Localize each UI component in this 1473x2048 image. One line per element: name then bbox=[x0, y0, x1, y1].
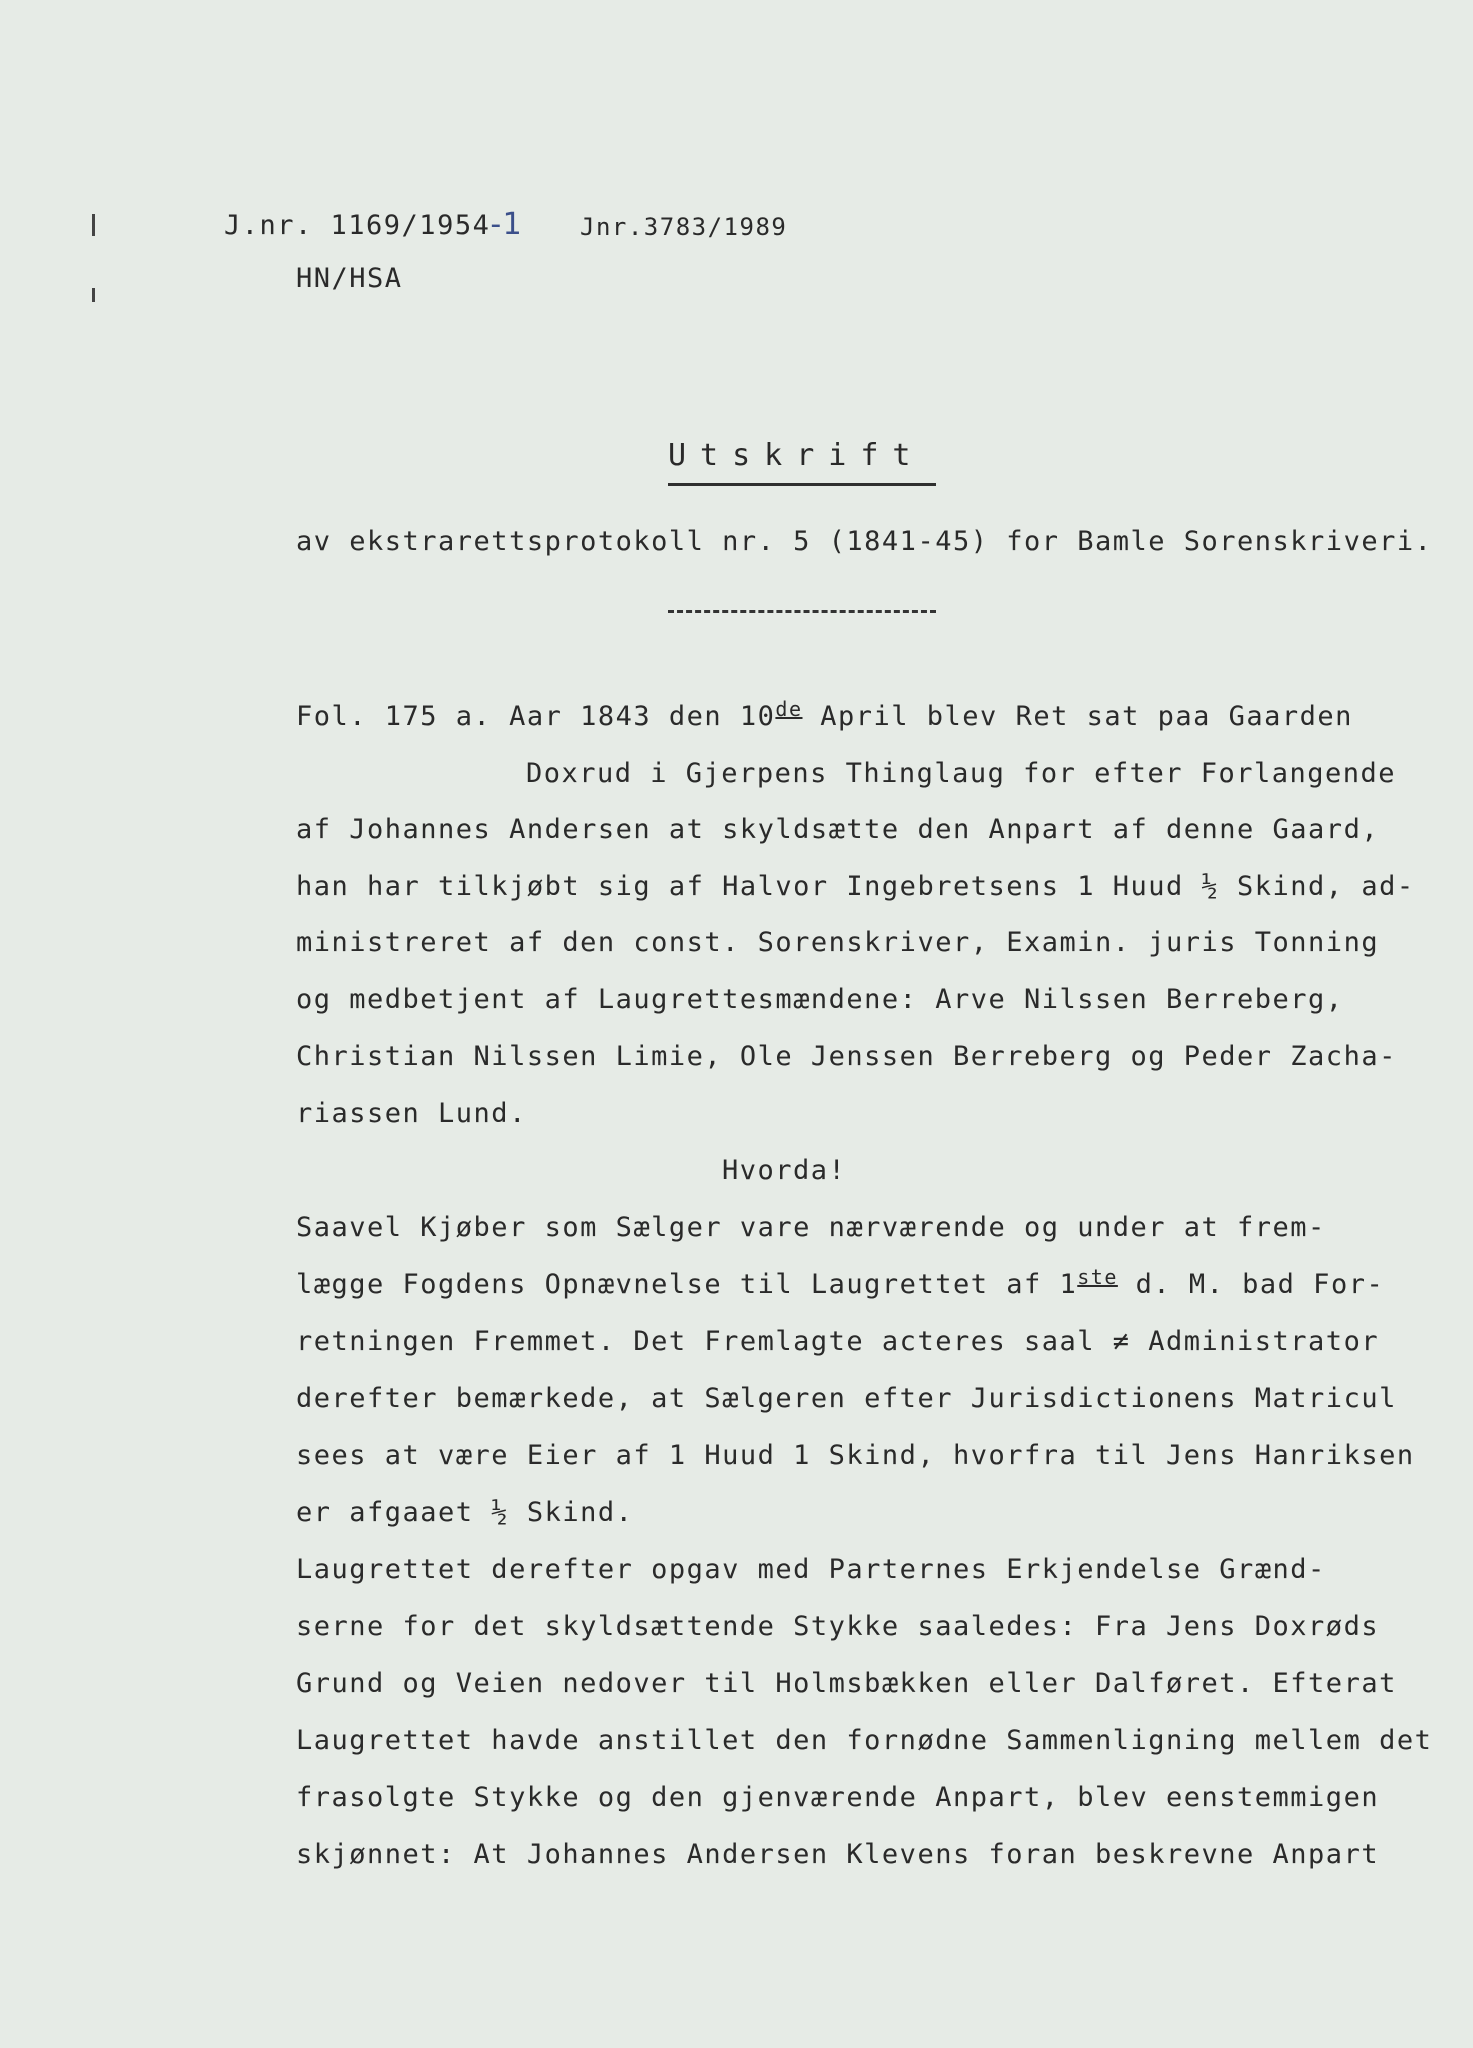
document-title: Utskrift bbox=[668, 438, 925, 473]
paragraph-2-line-5: sees at være Eier af 1 Huud 1 Skind, hvorfra til Jens Hanriksen bbox=[296, 1440, 1415, 1471]
journal-number-second: Jnr.3783/1989 bbox=[580, 213, 788, 241]
paragraph-2-line-2 bbox=[296, 1265, 1385, 1302]
margin-mark bbox=[92, 214, 95, 236]
initials: HN/HSA bbox=[296, 263, 403, 294]
paragraph-3-line-2: serne for det skyldsættende Stykke saaledes: Fra Jens Doxrøds bbox=[296, 1611, 1380, 1642]
title-underline bbox=[668, 483, 936, 486]
text-span: lægge Fogdens Opnævnelse til Laugrettet af 1 bbox=[296, 1269, 1078, 1300]
margin-mark bbox=[92, 288, 95, 302]
paragraph-1-line-4: han har tilkjøbt sig af Halvor Ingebretsens 1 Huud ½ Skind, ad- bbox=[296, 871, 1415, 902]
paragraph-2-line-3: retningen Fremmet. Det Fremlagte acteres saal ≠ Administrator bbox=[296, 1326, 1380, 1357]
paragraph-1-line-2: Doxrud i Gjerpens Thinglaug for efter Forlangende bbox=[526, 758, 1397, 789]
superscript: ste bbox=[1077, 1265, 1118, 1289]
paragraph-1-line-8: riassen Lund. bbox=[296, 1098, 527, 1129]
text-span: d. M. bad For- bbox=[1117, 1269, 1385, 1300]
paragraph-3-line-1: Laugrettet derefter opgav med Parternes Erkjendelse Grænd- bbox=[296, 1554, 1326, 1585]
paragraph-1-line-5: ministreret af den const. Sorenskriver, Examin. juris Tonning bbox=[296, 927, 1380, 958]
section-heading: Hvorda! bbox=[722, 1155, 847, 1186]
paragraph-3-line-6: skjønnet: At Johannes Andersen Klevens foran beskrevne Anpart bbox=[296, 1839, 1380, 1870]
paragraph-3-line-4: Laugrettet havde anstillet den fornødne Sammenligning mellem det bbox=[296, 1725, 1433, 1756]
text-span: Fol. 175 a. Aar 1843 den 10 bbox=[296, 701, 776, 732]
journal-number-handwritten: -1 bbox=[490, 207, 524, 242]
paragraph-2-line-4: derefter bemærkede, at Sælgeren efter Jurisdictionens Matricul bbox=[296, 1383, 1397, 1414]
paragraph-1-line-6: og medbetjent af Laugrettesmændene: Arve Nilssen Berreberg, bbox=[296, 984, 1344, 1015]
superscript: de bbox=[775, 697, 803, 721]
paragraph-3-line-5: frasolgte Stykke og den gjenværende Anpart, blev eenstemmigen bbox=[296, 1782, 1380, 1813]
paragraph-1-line-7: Christian Nilssen Limie, Ole Jenssen Berreberg og Peder Zacha- bbox=[296, 1041, 1397, 1072]
paragraph-1-line-1 bbox=[296, 697, 1353, 734]
journal-number bbox=[224, 208, 523, 243]
paragraph-1-line-3: af Johannes Andersen at skyldsætte den Anpart af denne Gaard, bbox=[296, 814, 1380, 845]
separator-rule bbox=[668, 610, 936, 613]
journal-number-typed: J.nr. 1169/1954 bbox=[224, 210, 491, 241]
text-span: April blev Ret sat paa Gaarden bbox=[802, 701, 1353, 732]
document-subtitle: av ekstrarettsprotokoll nr. 5 (1841-45) for Bamle Sorenskriveri. bbox=[296, 526, 1433, 557]
paragraph-3-line-3: Grund og Veien nedover til Holmsbækken eller Dalføret. Efterat bbox=[296, 1668, 1397, 1699]
paragraph-2-line-6: er afgaaet ½ Skind. bbox=[296, 1497, 634, 1528]
paragraph-2-line-1: Saavel Kjøber som Sælger vare nærværende og under at frem- bbox=[296, 1212, 1326, 1243]
